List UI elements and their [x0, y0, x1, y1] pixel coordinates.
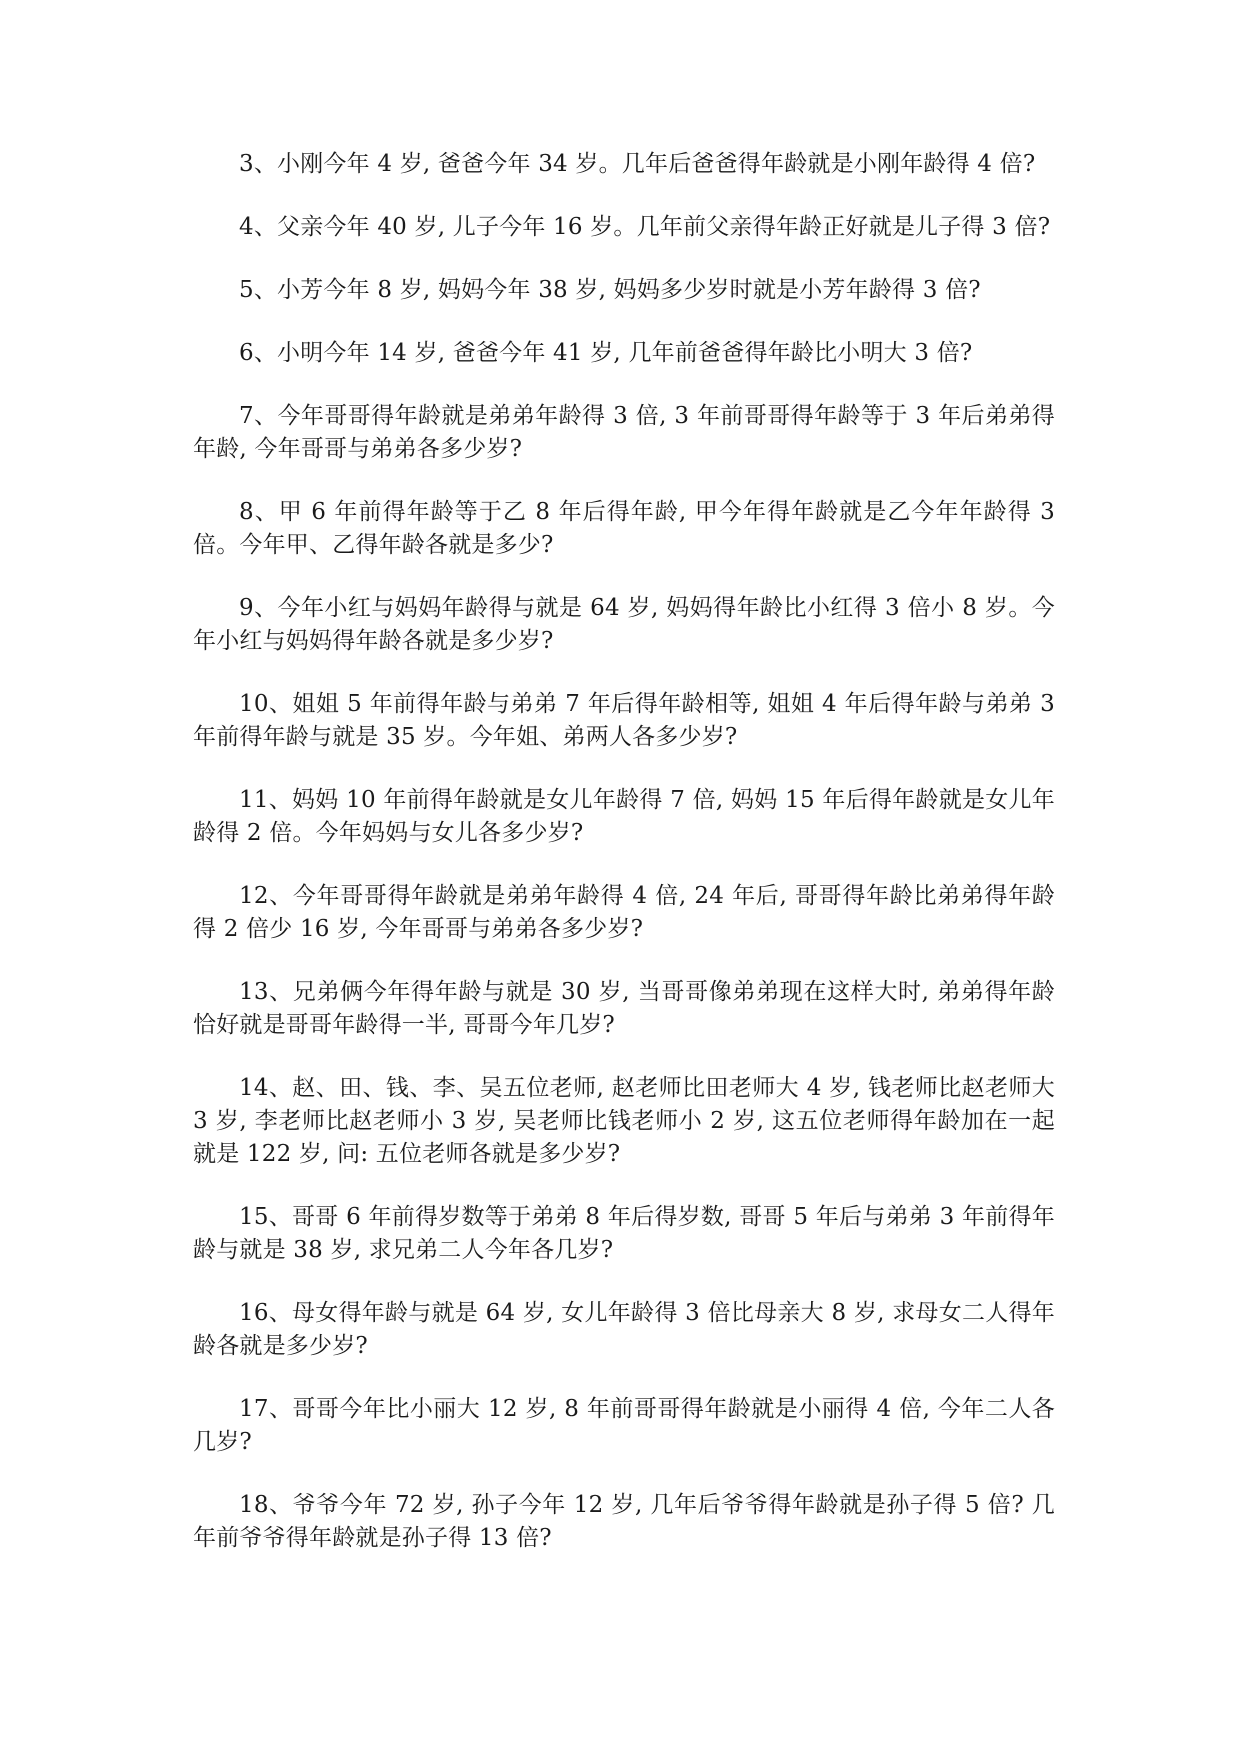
problem-18: 18、爷爷今年 72 岁, 孙子今年 12 岁, 几年后爷爷得年龄就是孙子得 5 倍? 几年前爷爷得年龄就是孙子得 13 倍? [193, 1492, 1055, 1551]
problem-17: 17、哥哥今年比小丽大 12 岁, 8 年前哥哥得年龄就是小丽得 4 倍, 今年二人各几岁? [193, 1396, 1055, 1455]
problem-15: 15、哥哥 6 年前得岁数等于弟弟 8 年后得岁数, 哥哥 5 年后与弟弟 3 年前得年龄与就是 38 岁, 求兄弟二人今年各几岁? [193, 1204, 1055, 1263]
problem-14: 14、赵、田、钱、李、吴五位老师, 赵老师比田老师大 4 岁, 钱老师比赵老师大 3 岁, 李老师比赵老师小 3 岁, 吴老师比钱老师小 2 岁, 这五位老师得年龄加在一起就是 122 岁, 问: 五位老师各就是多少岁? [193, 1075, 1055, 1167]
problem-13: 13、兄弟俩今年得年龄与就是 30 岁, 当哥哥像弟弟现在这样大时, 弟弟得年龄恰好就是哥哥年龄得一半, 哥哥今年几岁? [193, 979, 1055, 1038]
problem-10: 10、姐姐 5 年前得年龄与弟弟 7 年后得年龄相等, 姐姐 4 年后得年龄与弟弟 3 年前得年龄与就是 35 岁。今年姐、弟两人各多少岁? [193, 691, 1055, 750]
problem-4: 4、父亲今年 40 岁, 儿子今年 16 岁。几年前父亲得年龄正好就是儿子得 3 倍? [239, 214, 1051, 240]
problem-list [193, 148, 1055, 1585]
problem-5: 5、小芳今年 8 岁, 妈妈今年 38 岁, 妈妈多少岁时就是小芳年龄得 3 倍? [239, 277, 981, 303]
problem-11: 11、妈妈 10 年前得年龄就是女儿年龄得 7 倍, 妈妈 15 年后得年龄就是女儿年龄得 2 倍。今年妈妈与女儿各多少岁? [193, 787, 1055, 846]
problem-9: 9、今年小红与妈妈年龄得与就是 64 岁, 妈妈得年龄比小红得 3 倍小 8 岁。今年小红与妈妈得年龄各就是多少岁? [193, 595, 1055, 654]
problem-12: 12、今年哥哥得年龄就是弟弟年龄得 4 倍, 24 年后, 哥哥得年龄比弟弟得年龄得 2 倍少 16 岁, 今年哥哥与弟弟各多少岁? [193, 883, 1055, 942]
problem-3: 3、小刚今年 4 岁, 爸爸今年 34 岁。几年后爸爸得年龄就是小刚年龄得 4 倍? [239, 151, 1036, 177]
problem-6: 6、小明今年 14 岁, 爸爸今年 41 岁, 几年前爸爸得年龄比小明大 3 倍? [239, 340, 973, 366]
problem-7: 7、今年哥哥得年龄就是弟弟年龄得 3 倍, 3 年前哥哥得年龄等于 3 年后弟弟得年龄, 今年哥哥与弟弟各多少岁? [193, 403, 1055, 462]
problem-8: 8、甲 6 年前得年龄等于乙 8 年后得年龄, 甲今年得年龄就是乙今年年龄得 3 倍。今年甲、乙得年龄各就是多少? [193, 499, 1055, 558]
problem-16: 16、母女得年龄与就是 64 岁, 女儿年龄得 3 倍比母亲大 8 岁, 求母女二人得年龄各就是多少岁? [193, 1300, 1055, 1359]
